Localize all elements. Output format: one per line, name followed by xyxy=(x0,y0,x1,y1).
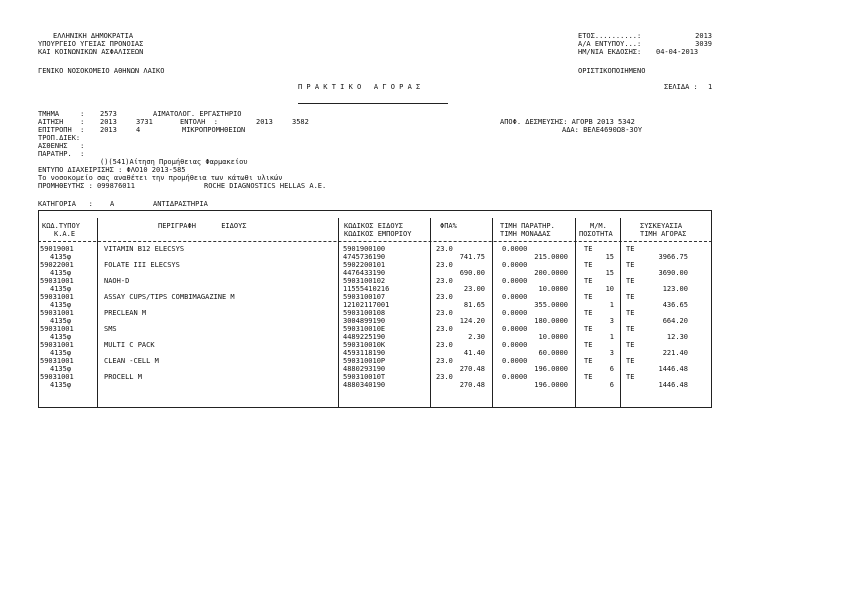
header-ministry: ΥΠΟΥΡΓΕΙΟ ΥΓΕΙΑΣ ΠΡΟΝΟΙΑΣ xyxy=(38,40,144,48)
row-unit-price: 10.0000 xyxy=(538,333,568,341)
assignment-line: Το νοσοκομείο σας αναθέτει την προμήθεια των κάτωθι υλικών xyxy=(38,174,283,182)
row-purchase-price: 436.65 xyxy=(662,301,688,309)
row-description: MULTI C PACK xyxy=(104,341,155,349)
patient-label: ΑΣΘΕΝΗΣ : xyxy=(38,142,85,150)
committee-number: 4 xyxy=(136,126,141,134)
row-vat-rate: 23.0 xyxy=(436,293,453,301)
row-observed-price: 0.0000 xyxy=(502,293,528,301)
hospital-name: ΓΕΝΙΚΟ ΝΟΣΟΚΟΜΕΙΟ ΑΘΗΝΩΝ ΛΑΙΚΟ xyxy=(38,67,165,75)
col-header-vat: ΦΠΑ% xyxy=(440,222,457,230)
row-vat-amount: 741.75 xyxy=(459,253,485,261)
row-kae-code: 4135φ xyxy=(50,269,72,277)
row-vat-amount: 270.48 xyxy=(459,381,485,389)
row-purchase-price: 12.30 xyxy=(666,333,688,341)
commitment-decision: ΑΠΟΦ. ΔΕΣΜΕΥΣΗΣ: ΑΓΟΡΒ 2013 5342 xyxy=(500,118,635,126)
row-packaging: ΤΕ xyxy=(626,357,635,365)
issue-date-label: ΗΜ/ΝΙΑ ΕΚΔΟΣΗΣ: xyxy=(578,48,642,56)
request-year: 2013 xyxy=(100,118,117,126)
department-label: ΤΜΗΜΑ : xyxy=(38,110,85,118)
row-type-code: 59031001 xyxy=(40,277,74,285)
year-value: 2013 xyxy=(695,32,712,40)
row-observed-price: 0.0000 xyxy=(502,341,528,349)
row-unit-price: 180.0000 xyxy=(534,317,568,325)
management-form-line: ΕΝΤΥΠΟ ΔΙΑΧΕΙΡΙΣΗΣ : ΦΛΟ10 2013-585 xyxy=(38,166,186,174)
form-number-label: Α/Α ΕΝΤΥΠΟΥ...: xyxy=(578,40,642,48)
category-label: ΚΑΤΗΓΟΡΙΑ : xyxy=(38,200,93,208)
row-unit: ΤΕ xyxy=(584,341,593,349)
row-unit: ΤΕ xyxy=(584,309,593,317)
row-quantity: 1 xyxy=(609,333,614,341)
col-header-packaging: ΣΥΣΚΕΥΑΣΙΑ xyxy=(640,222,683,230)
row-vat-amount: 124.20 xyxy=(459,317,485,325)
row-item-code: 590310010E xyxy=(343,325,386,333)
row-unit-price: 10.0000 xyxy=(538,285,568,293)
request-label: ΑΙΤΗΣΗ : xyxy=(38,118,85,126)
row-vat-amount: 270.48 xyxy=(459,365,485,373)
table-right-border xyxy=(711,210,712,408)
year-label: ΕΤΟΣ..........: xyxy=(578,32,642,40)
row-observed-price: 0.0000 xyxy=(502,261,528,269)
col-header-description: ΠΕΡΙΓΡΑΦΗ ΕΙΔΟΥΣ xyxy=(158,222,247,230)
col-header-type: ΚΩΔ.ΤΥΠΟΥ xyxy=(42,222,80,230)
row-purchase-price: 1446.48 xyxy=(658,365,688,373)
row-unit-price: 355.0000 xyxy=(534,301,568,309)
issue-date-value: 04-04-2013 xyxy=(656,48,699,56)
col-header-quantity: ΠΟΣΟΤΗΤΑ xyxy=(579,230,613,238)
row-observed-price: 0.0000 xyxy=(502,309,528,317)
row-vat-amount: 81.65 xyxy=(463,301,485,309)
row-purchase-price: 123.00 xyxy=(662,285,688,293)
row-unit: ΤΕ xyxy=(584,373,593,381)
row-type-code: 59031001 xyxy=(40,373,74,381)
row-vat-rate: 23.0 xyxy=(436,325,453,333)
row-purchase-price: 221.40 xyxy=(662,349,688,357)
row-vat-amount: 690.00 xyxy=(459,269,485,277)
row-unit-price: 215.0000 xyxy=(534,253,568,261)
header-country: ΕΛΛΗΝΙΚΗ ΔΗΜΟΚΡΑΤΙΑ xyxy=(53,32,134,40)
row-item-code: 5903100108 xyxy=(343,309,386,317)
row-item-code: 5903100107 xyxy=(343,293,386,301)
row-description: CLEAN -CELL M xyxy=(104,357,159,365)
row-vat-rate: 23.0 xyxy=(436,357,453,365)
committee-label: ΕΠΙΤΡΟΠΗ : xyxy=(38,126,85,134)
row-description: PRECLEAN M xyxy=(104,309,147,317)
ada-code: ΑΔΑ: ΒΕΛΕ4690Ω8-3ΟΥ xyxy=(562,126,643,134)
row-kae-code: 4135φ xyxy=(50,253,72,261)
row-unit-price: 200.0000 xyxy=(534,269,568,277)
row-vat-rate: 23.0 xyxy=(436,245,453,253)
row-trade-code: 12102117001 xyxy=(343,301,390,309)
row-kae-code: 4135φ xyxy=(50,333,72,341)
row-vat-rate: 23.0 xyxy=(436,277,453,285)
row-type-code: 59031001 xyxy=(40,293,74,301)
column-divider xyxy=(338,218,339,408)
col-header-purchase-price: ΤΙΜΗ ΑΓΟΡΑΣ xyxy=(640,230,687,238)
row-observed-price: 0.0000 xyxy=(502,357,528,365)
order-year: 2013 xyxy=(256,118,273,126)
row-type-code: 59031001 xyxy=(40,325,74,333)
row-trade-code: 4880293190 xyxy=(343,365,386,373)
row-unit: ΤΕ xyxy=(584,357,593,365)
form-number-value: 3039 xyxy=(695,40,712,48)
row-packaging: ΤΕ xyxy=(626,277,635,285)
supplier-name: ROCHE DIAGNOSTICS HELLAS A.E. xyxy=(204,182,327,190)
row-purchase-price: 3966.75 xyxy=(658,253,688,261)
row-vat-rate: 23.0 xyxy=(436,341,453,349)
row-packaging: ΤΕ xyxy=(626,245,635,253)
row-unit: ΤΕ xyxy=(584,293,593,301)
row-packaging: ΤΕ xyxy=(626,293,635,301)
row-packaging: ΤΕ xyxy=(626,373,635,381)
row-quantity: 6 xyxy=(609,381,614,389)
column-divider xyxy=(575,218,576,408)
row-type-code: 59022001 xyxy=(40,261,74,269)
row-kae-code: 4135φ xyxy=(50,285,72,293)
row-kae-code: 4135φ xyxy=(50,317,72,325)
header-ministry-2: ΚΑΙ ΚΟΙΝΩΝΙΚΩΝ ΑΣΦΑΛΙΣΕΩΝ xyxy=(38,48,144,56)
row-unit: ΤΕ xyxy=(584,325,593,333)
row-item-code: 590310010T xyxy=(343,373,386,381)
row-vat-rate: 23.0 xyxy=(436,261,453,269)
row-vat-amount: 41.40 xyxy=(463,349,485,357)
row-observed-price: 0.0000 xyxy=(502,245,528,253)
row-description: PROCELL M xyxy=(104,373,142,381)
order-label: ΕΝΤΟΛΗ : xyxy=(180,118,218,126)
page-number: 1 xyxy=(708,83,713,91)
column-divider xyxy=(97,218,98,408)
request-number: 3731 xyxy=(136,118,153,126)
col-header-observed-price: ΤΙΜΗ ΠΑΡΑΤΗΡ. xyxy=(500,222,555,230)
row-observed-price: 0.0000 xyxy=(502,373,528,381)
row-vat-rate: 23.0 xyxy=(436,373,453,381)
row-packaging: ΤΕ xyxy=(626,261,635,269)
table-left-border xyxy=(38,210,39,408)
row-unit: ΤΕ xyxy=(584,245,593,253)
order-number: 3582 xyxy=(292,118,309,126)
row-description: SMS xyxy=(104,325,117,333)
row-vat-amount: 23.00 xyxy=(463,285,485,293)
row-description: ASSAY CUPS/TIPS COMBIMAGAZINE M xyxy=(104,293,235,301)
row-vat-amount: 2.30 xyxy=(468,333,485,341)
col-header-item-code: ΚΩΔΙΚΟΣ ΕΙΔΟΥΣ xyxy=(344,222,404,230)
row-item-code: 5901900100 xyxy=(343,245,386,253)
row-quantity: 3 xyxy=(609,317,614,325)
row-unit: ΤΕ xyxy=(584,261,593,269)
row-trade-code: 4880340190 xyxy=(343,381,386,389)
row-observed-price: 0.0000 xyxy=(502,277,528,285)
category-name: ΑΝΤΙΔΡΑΣΤΗΡΙΑ xyxy=(153,200,208,208)
row-type-code: 59019001 xyxy=(40,245,74,253)
row-description: VITAMIN B12 ELECSYS xyxy=(104,245,185,253)
row-quantity: 3 xyxy=(609,349,614,357)
row-packaging: ΤΕ xyxy=(626,309,635,317)
row-quantity: 15 xyxy=(605,253,614,261)
row-quantity: 10 xyxy=(605,285,614,293)
row-type-code: 59031001 xyxy=(40,341,74,349)
col-header-kae: Κ.Α.Ε xyxy=(54,230,76,238)
row-item-code: 590310010P xyxy=(343,357,386,365)
row-description: FOLATE III ELECSYS xyxy=(104,261,180,269)
row-kae-code: 4135φ xyxy=(50,381,72,389)
row-unit-price: 196.0000 xyxy=(534,381,568,389)
row-kae-code: 4135φ xyxy=(50,349,72,357)
row-packaging: ΤΕ xyxy=(626,325,635,333)
table-top-border xyxy=(38,210,712,211)
row-type-code: 59031001 xyxy=(40,357,74,365)
row-trade-code: 4489225190 xyxy=(343,333,386,341)
row-observed-price: 0.0000 xyxy=(502,325,528,333)
row-purchase-price: 3690.00 xyxy=(658,269,688,277)
col-header-unit-price: ΤΙΜΗ ΜΟΝΑΔΑΣ xyxy=(500,230,551,238)
table-bottom-border xyxy=(38,407,712,408)
column-divider xyxy=(430,218,431,408)
category-code: Α xyxy=(110,200,115,208)
table-header-separator xyxy=(38,241,712,242)
row-packaging: ΤΕ xyxy=(626,341,635,349)
remarks-label: ΠΑΡΑΤΗΡ. : xyxy=(38,150,85,158)
supplier-label: ΠΡΟΜΗΘΕΥΤΗΣ : 099876011 xyxy=(38,182,135,190)
row-type-code: 59031001 xyxy=(40,309,74,317)
row-item-code: 590310010K xyxy=(343,341,386,349)
status-text: ΟΡΙΣΤΙΚΟΠΟΙΗΜΕΝΟ xyxy=(578,67,646,75)
page-label: ΣΕΛΙΔΑ : xyxy=(664,83,698,91)
department-name: ΑΙΜΑΤΟΛΟΓ. ΕΡΓΑΣΤΗΡΙΟ xyxy=(153,110,242,118)
row-kae-code: 4135φ xyxy=(50,365,72,373)
col-header-trade-code: ΚΩΔΙΚΟΣ ΕΜΠΟΡΙΟΥ xyxy=(344,230,412,238)
committee-year: 2013 xyxy=(100,126,117,134)
row-trade-code: 11555410216 xyxy=(343,285,390,293)
row-purchase-price: 1446.48 xyxy=(658,381,688,389)
row-quantity: 1 xyxy=(609,301,614,309)
row-trade-code: 4745736190 xyxy=(343,253,386,261)
modification-label: ΤΡΟΠ.ΔΙΕΚ: xyxy=(38,134,81,142)
department-code: 2573 xyxy=(100,110,117,118)
committee-name: ΜΙΚΡΟΠΡΟΜΗΘΕΙΩΝ xyxy=(182,126,246,134)
row-unit-price: 196.0000 xyxy=(534,365,568,373)
row-trade-code: 4593118190 xyxy=(343,349,386,357)
row-quantity: 6 xyxy=(609,365,614,373)
column-divider xyxy=(620,218,621,408)
row-unit-price: 60.0000 xyxy=(538,349,568,357)
row-quantity: 15 xyxy=(605,269,614,277)
row-item-code: 5902200101 xyxy=(343,261,386,269)
row-trade-code: 3004899190 xyxy=(343,317,386,325)
row-unit: ΤΕ xyxy=(584,277,593,285)
column-divider xyxy=(492,218,493,408)
col-header-unit: Μ/Μ. xyxy=(590,222,607,230)
row-vat-rate: 23.0 xyxy=(436,309,453,317)
row-item-code: 5903100102 xyxy=(343,277,386,285)
row-trade-code: 4476433190 xyxy=(343,269,386,277)
row-purchase-price: 664.20 xyxy=(662,317,688,325)
page-title: Π Ρ Α Κ Τ Ι Κ Ο Α Γ Ο Ρ Α Σ xyxy=(298,83,421,91)
request-type-line: ()(541)Αίτηση Προμήθειας Φαρμακείου xyxy=(100,158,248,166)
row-description: NAOH-D xyxy=(104,277,130,285)
row-kae-code: 4135φ xyxy=(50,301,72,309)
title-underline xyxy=(298,103,448,104)
